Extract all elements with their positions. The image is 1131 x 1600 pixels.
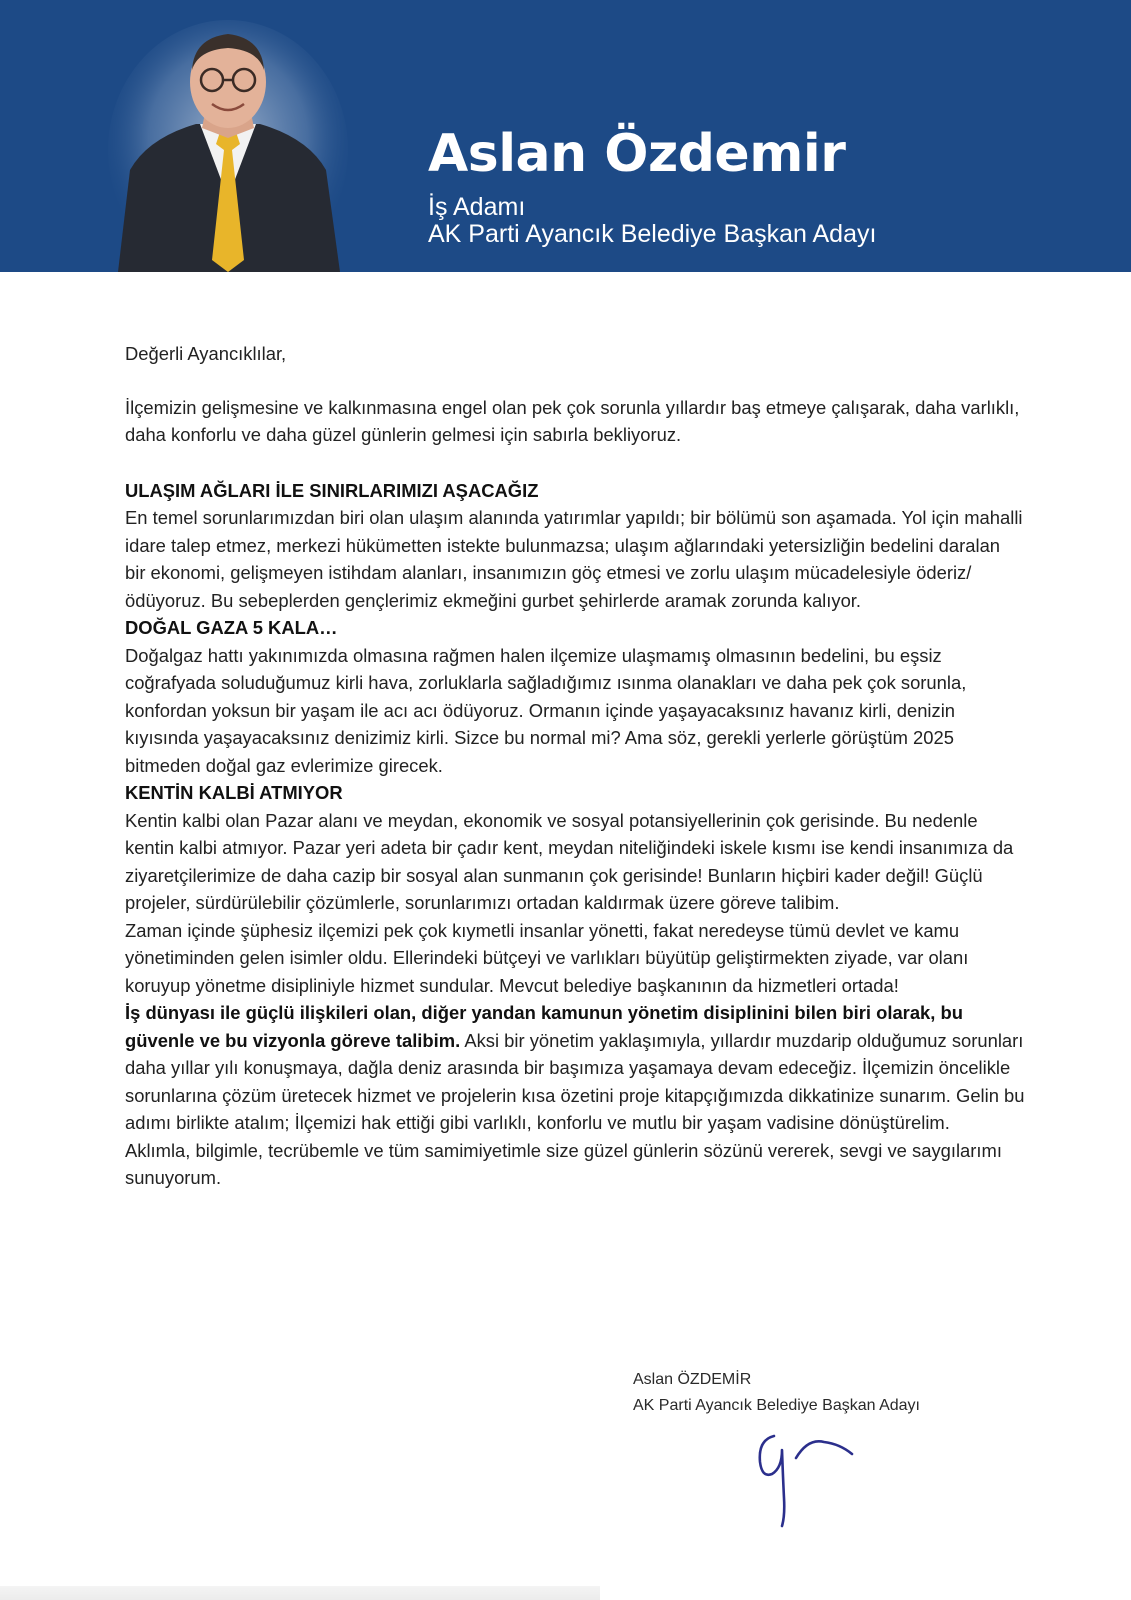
handwritten-signature: [752, 1428, 862, 1528]
section-heading-transport: ULAŞIM AĞLARI İLE SINIRLARIMIZI AŞACAĞIZ: [125, 479, 539, 501]
section-body-transport: En temel sorunlarımızdan biri olan ulaşım alanında yatırımlar yapıldı; bir bölümü son aşamada. Yol için mahalli idare talep etmez, merkezi hükümetten istekte bulunmazsa; ulaşım ağlarındaki yetersizliğin bedelini daralan bir ekonomi, gelişmeyen istihdam alanları, insanımızın göç etmesi ve zorlu ulaşım mücadelesiyle öderiz/ödüyoruz. Bu sebeplerden gençlerimiz ekmeğini gurbet şehirlerde aramak zorunda kalıyor.: [125, 507, 1023, 611]
page-bottom-shade: [0, 1586, 600, 1600]
portrait-illustration: [108, 20, 348, 272]
vision-statement-rest: Aksi bir yönetim yaklaşımıyla, yıllardır muzdarip olduğumuz sorunları daha yıllar yılı konuşmaya, dağla deniz arasında bir başımıza yaşamaya devam edeceğiz. İlçemizin öncelikle sorunlarına çözüm üretecek hizmet ve projelerin kısa özetini proje kitapçığımızda dikkatinize sunarım. Gelin bu adımı birlikte atalım; İlçemizi hak ettiği gibi varlıklı, konforlu ve mutlu bir yaşam vadisine dönüştürelim.: [125, 1029, 1025, 1133]
subtitle-profession: İş Adamı: [428, 193, 526, 221]
intro-paragraph: İlçemizin gelişmesine ve kalkınmasına engel olan pek çok sorunla yıllardır baş etmeye çalışarak, daha varlıklı, daha konforlu ve daha güzel günlerin gelmesi için sabırla bekliyoruz.: [125, 396, 1020, 445]
paragraph-vision: [125, 999, 1025, 1137]
vision-statement-bold: İş dünyası ile güçlü ilişkileri olan, diğer yandan kamunun yönetim disiplinini bilen biri olarak, bu güvenle ve bu vizyonla göreve talibim.: [125, 1002, 963, 1051]
signature-block: [633, 1367, 920, 1419]
greeting: Değerli Ayancıklılar,: [125, 343, 287, 364]
candidate-subtitle: [428, 194, 876, 248]
section-heading-city-heart: KENTİN KALBİ ATMIYOR: [125, 782, 343, 803]
section-body-natural-gas: Doğalgaz hattı yakınımızda olmasına rağmen halen ilçemize ulaşmamış olmasının bedelini, bu eşsiz coğrafyada soluduğumuz kirli hava, zorluklarla sağladığımız ısınma olanakları ve daha pek çok sorunla, konfordan yoksun bir yaşam ile acı acı ödüyoruz. Ormanın içinde yaşayacaksınız havanız kirli, denizin kıyısında yaşayacaksınız denizimiz kirli. Sizce bu normal mi? Ama söz, gerekli yerlerle görüştüm 2025 bitmeden doğal gaz evlerimize girecek.: [125, 644, 967, 776]
signature-name: Aslan ÖZDEMİR: [633, 1371, 752, 1388]
candidate-portrait: [108, 20, 348, 272]
paragraph-past-administration: Zaman içinde şüphesiz ilçemizi pek çok kıymetli insanlar yönetti, fakat neredeyse tümü devlet ve kamu yönetiminden gelen isimler oldu. Ellerindeki bütçeyi ve varlıkları büyütüp geliştirmekten ziyade, var olanı koruyup yönetme disipliniyle hizmet sundular. Mevcut belediye başkanının da hizmetleri ortada!: [125, 919, 969, 996]
header-banner: [0, 0, 1131, 272]
letter-body: [125, 340, 1025, 1192]
section-body-city-heart: Kentin kalbi olan Pazar alanı ve meydan, ekonomik ve sosyal potansiyellerinin çok gerisinde. Bu nedenle kentin kalbi atmıyor. Pazar yeri adeta bir çadır kent, meydan niteliğindeki iskele kısmı ise kendi insanımıza da ziyaretçilerimize de daha cazip bir sosyal alan sunmanın çok gerisinde! Bunların hiçbiri kader değil! Güçlü projeler, sürdürülebilir çözümlerle, sorunlarımızı ortadan kaldırmak üzere göreve talibim.: [125, 809, 1014, 913]
closing-paragraph: Aklımla, bilgimle, tecrübemle ve tüm samimiyetimle size güzel günlerin sözünü vererek, sevgi ve saygılarımı sunuyorum.: [125, 1139, 1002, 1188]
candidate-name: Aslan Özdemir: [428, 124, 846, 184]
subtitle-candidacy: AK Parti Ayancık Belediye Başkan Adayı: [428, 220, 877, 248]
section-heading-natural-gas: DOĞAL GAZA 5 KALA…: [125, 617, 338, 638]
signature-title: AK Parti Ayancık Belediye Başkan Adayı: [633, 1397, 920, 1414]
